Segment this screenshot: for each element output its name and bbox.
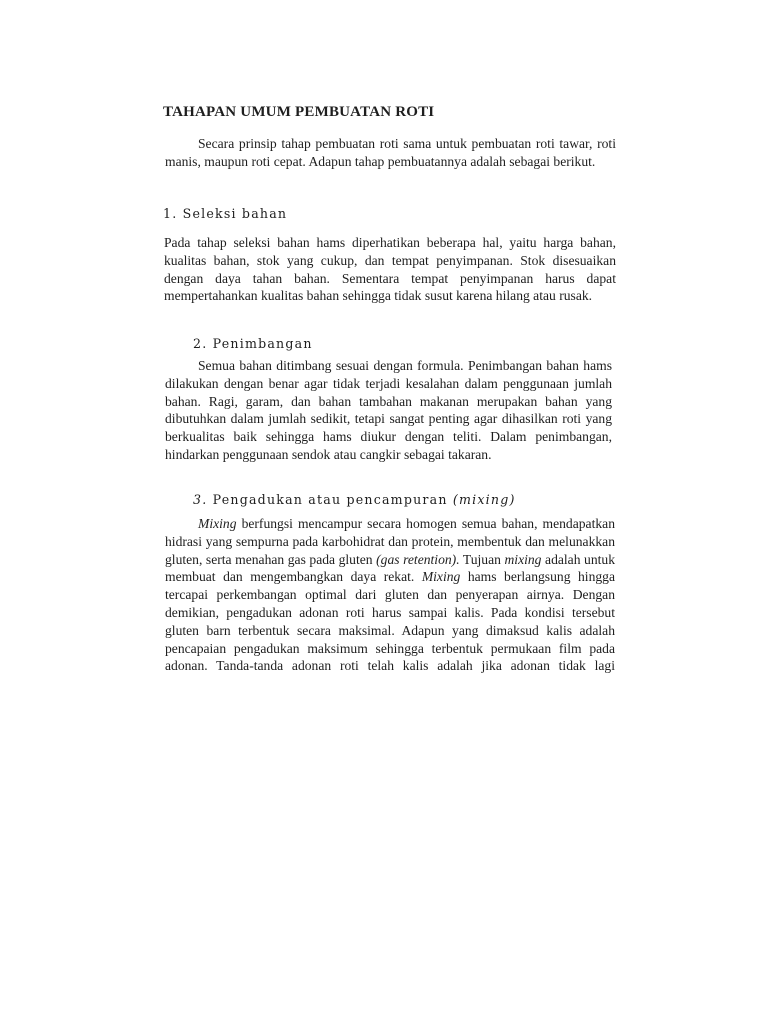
text-span: hams berlangsung hingga tercapai perkembangan optimal dari gluten dan penyerapan airnya. Dengan demikian, pengadukan adonan roti harus sampai kalis. Pada kondisi tersebut gluten barn terbentuk secara maksimal. Adapun yang dimaksud kalis adalah pencapaian pengadukan maksimum sehingga terbentuk permukaan film pada adonan. Tanda-tanda adonan roti telah kalis adalah jika adonan tidak lagi (165, 569, 615, 674)
text-span: Tujuan (459, 551, 505, 567)
section-title: Seleksi bahan (182, 206, 288, 221)
text-span: berfungsi mencampur secara homogen semua bahan, mendapatkan hidrasi yang sempurna pada karbohidrat dan protein, membentuk dan melunakkan gluten, serta menahan gas pada gluten (165, 516, 615, 567)
term-gas-retention: (gas retention). (376, 551, 460, 567)
section-number: 3. (193, 492, 208, 507)
section-title-italic: (mixing) (452, 492, 516, 507)
section-heading-2 (193, 336, 313, 351)
page-title: TAHAPAN UMUM PEMBUATAN ROTI (163, 104, 435, 120)
section-number: 1. (163, 206, 178, 221)
section-heading-1 (163, 206, 287, 221)
term-mixing: mixing (504, 551, 542, 567)
term-mixing: Mixing (421, 569, 461, 585)
section-title: Pengadukan atau pencampuran (212, 492, 448, 507)
section-number: 2. (193, 336, 208, 351)
section-title: Penimbangan (212, 336, 313, 351)
term-mixing: Mixing (198, 516, 237, 531)
section-heading-3 (193, 492, 516, 507)
intro-paragraph (165, 135, 616, 171)
intro-text: Secara prinsip tahap pembuatan roti sama untuk pembuatan roti tawar, roti manis, maupun roti cepat. Adapun tahap pembuatannya adalah sebagai berikut. (165, 136, 616, 169)
section-paragraph-3 (165, 515, 615, 675)
section-paragraph-1: Pada tahap seleksi bahan hams diperhatikan beberapa hal, yaitu harga bahan, kualitas bahan, stok yang cukup, dan tempat penyimpanan. Stok disesuaikan dengan daya tahan bahan. Sementara tempat penyimpanan harus dapat mempertahankan kualitas bahan sehingga tidak susut karena hilang atau rusak. (164, 235, 616, 304)
section-paragraph-2 (165, 357, 612, 464)
section-text: Semua bahan ditimbang sesuai dengan formula. Penimbangan bahan hams dilakukan dengan benar agar tidak terjadi kesalahan dalam penggunaan jumlah bahan. Ragi, garam, dan bahan tambahan makanan merupakan bahan yang dibutuhkan dalam jumlah sedikit, tetapi sangat penting agar dihasilkan roti yang berkualitas baik sehingga hams diukur dengan teliti. Dalam penimbangan, hindarkan penggunaan sendok atau cangkir sebagai takaran. (165, 358, 612, 462)
text-span: adalah untuk membuat dan mengembangkan daya rekat. (165, 551, 616, 585)
